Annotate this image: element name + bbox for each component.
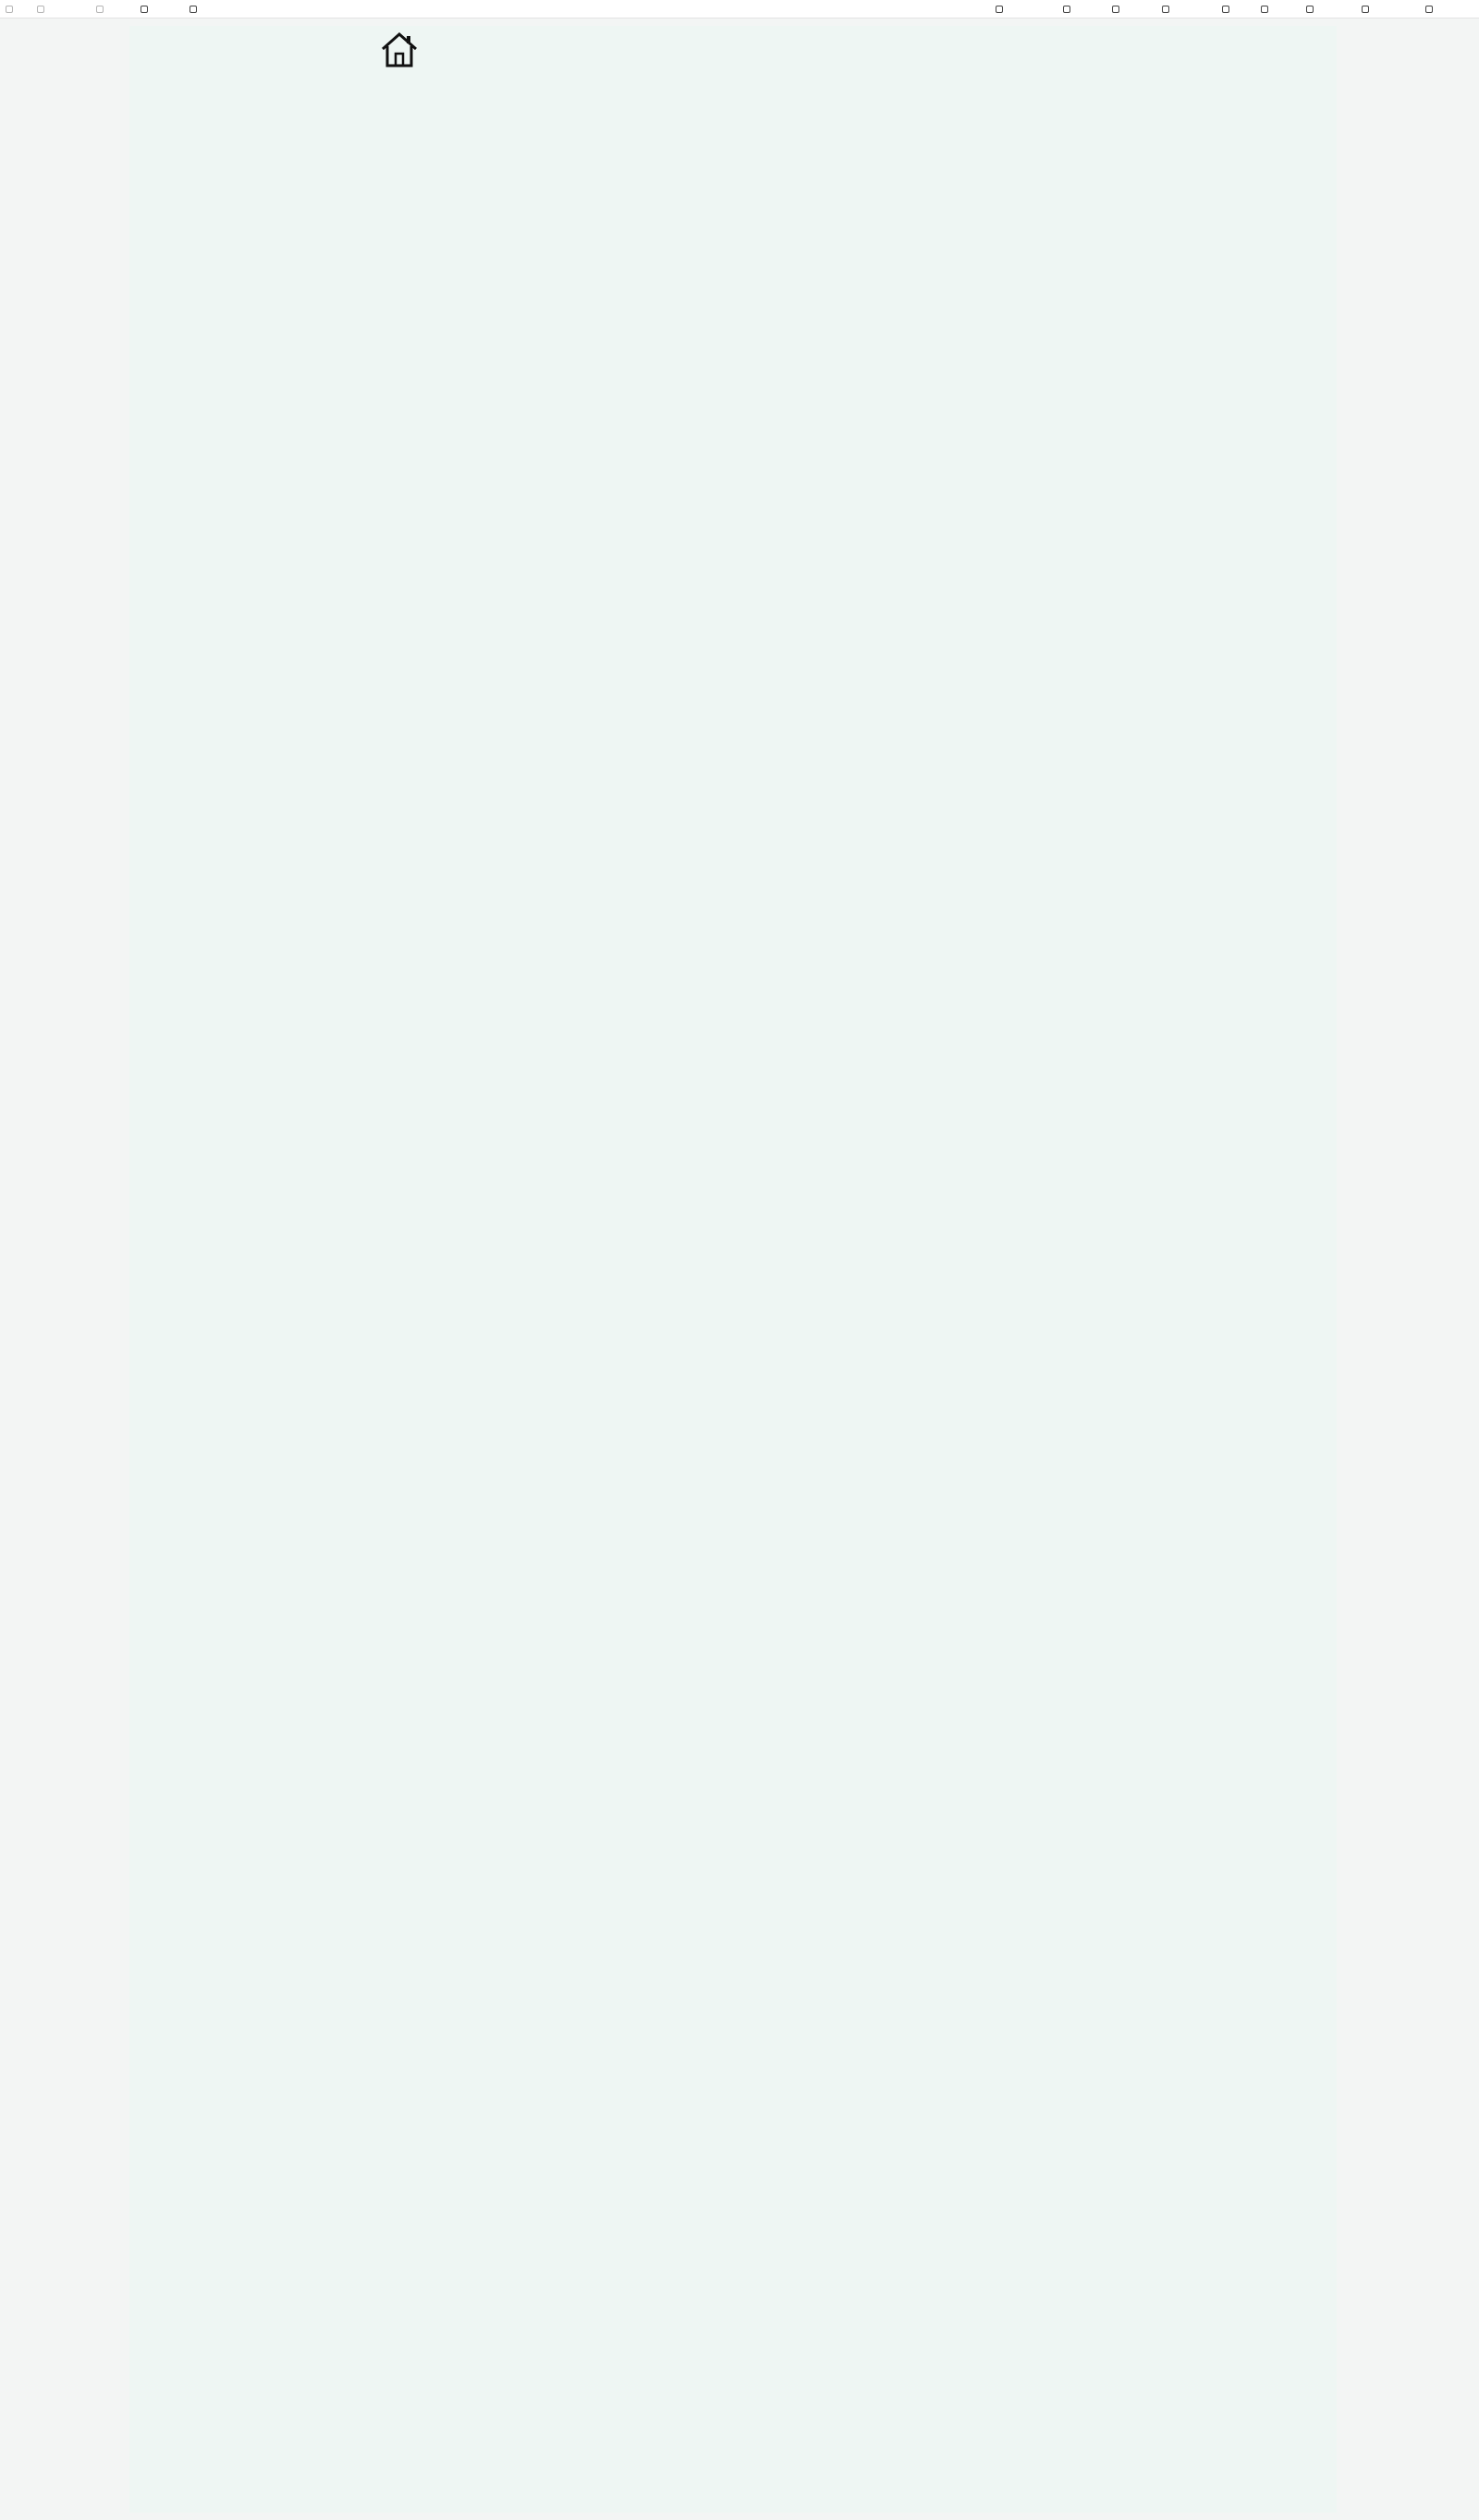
undo-icon <box>6 6 13 13</box>
pencil-icon <box>1222 6 1229 13</box>
fullscreen-button[interactable] <box>1425 4 1436 15</box>
undo-button[interactable] <box>6 4 16 15</box>
redo-button[interactable] <box>37 4 47 15</box>
share-icon <box>1261 6 1268 13</box>
pause-button[interactable] <box>189 4 200 15</box>
comments-button[interactable] <box>1362 4 1372 15</box>
revert-button[interactable] <box>96 4 106 15</box>
pause-icon <box>189 6 197 13</box>
alerts-button[interactable] <box>1063 4 1073 15</box>
subscribe-button[interactable] <box>1162 4 1172 15</box>
bell-icon <box>1063 6 1070 13</box>
revert-icon <box>96 6 104 13</box>
download-button[interactable] <box>1306 4 1316 15</box>
refresh-icon <box>141 6 148 13</box>
view-original-button[interactable] <box>996 4 1006 15</box>
dashboard-canvas <box>129 26 1337 2513</box>
top-toolbar <box>0 0 1479 18</box>
edit-button[interactable] <box>1222 4 1232 15</box>
view-icon <box>996 6 1003 13</box>
subscribe-icon <box>1162 6 1169 13</box>
metrics-icon <box>1112 6 1119 13</box>
fullscreen-icon <box>1425 6 1433 13</box>
comment-icon <box>1362 6 1369 13</box>
home-icon[interactable] <box>379 31 420 69</box>
redo-icon <box>37 6 44 13</box>
metrics-button[interactable] <box>1112 4 1122 15</box>
download-icon <box>1306 6 1314 13</box>
refresh-button[interactable] <box>141 4 151 15</box>
share-button[interactable] <box>1261 4 1271 15</box>
